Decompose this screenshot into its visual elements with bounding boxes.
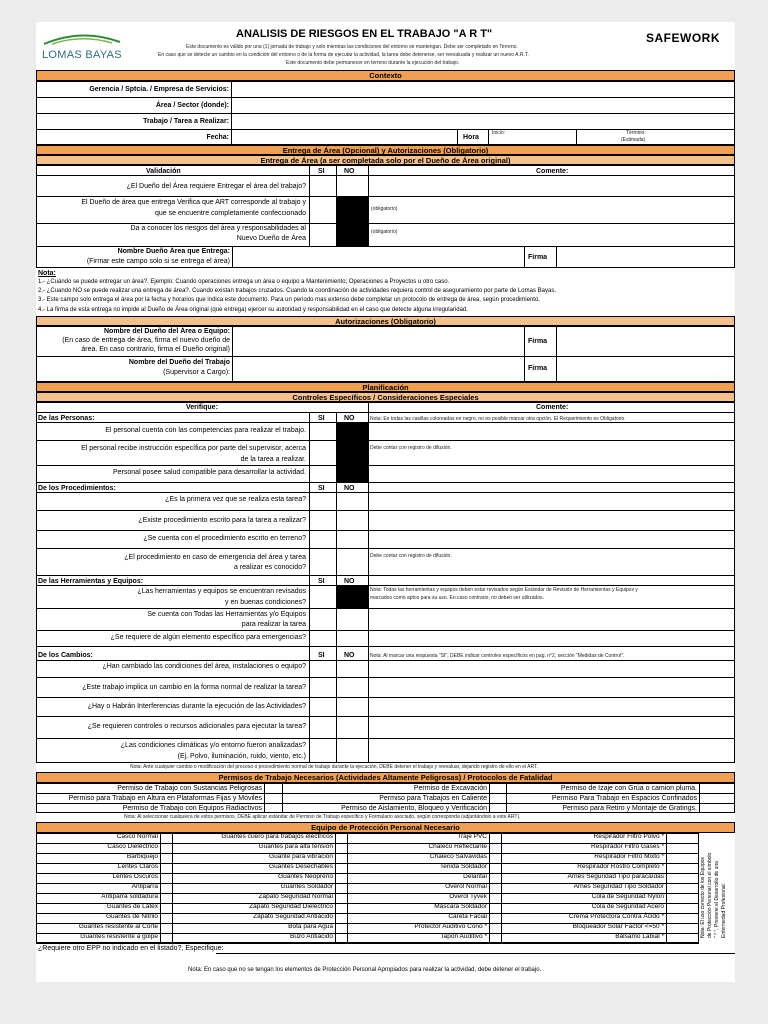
permiso-gratings: Permiso para Retiro y Montaje de Gratings. bbox=[562, 805, 697, 812]
epp-item: Barbiquejo bbox=[126, 853, 158, 860]
epp-foot: Nota: En caso que no se tengan los elementos de Protección Personal Apropiados para realizar la actividad, debe detener el trabajo. bbox=[188, 967, 542, 973]
entrega-q2a: El Dueño de área que entrega Verifica que ART corresponde al trabajo y bbox=[81, 199, 306, 206]
permiso-confinados: Permiso Para Trabajo en Espacios Confinados bbox=[551, 795, 697, 802]
nombre-entrega-note: (Firmar este campo solo si se entrega el área) bbox=[86, 258, 230, 265]
entrega-header: Entrega de Área (Opcional) y Autorizaciones (Obligatorio) bbox=[36, 145, 735, 155]
firma-entrega-label: Firma bbox=[528, 254, 548, 261]
epp-item: Traje PVC bbox=[457, 833, 487, 840]
permiso-sustancias: Permiso de Trabajo con Sustancias Peligrosas bbox=[117, 785, 262, 792]
safework-logo: SAFEWORK bbox=[646, 31, 720, 45]
herramientas-header: De las Herramientas y Equipos: bbox=[38, 578, 144, 585]
planificacion-header: Planificación bbox=[36, 382, 735, 392]
epp-item: Arnés Seguridad Tipo Soldador bbox=[573, 883, 664, 890]
procedimientos-q3: ¿Se cuenta con el procedimiento escrito en terreno? bbox=[143, 535, 306, 542]
epp-item: Guantes Soldador bbox=[280, 883, 333, 890]
personas-q1: El personal cuenta con las competencias para realizar el trabajo. bbox=[105, 427, 306, 434]
herramientas-q2: Se cuenta con Todas las Herramientas y/o Equipos bbox=[147, 611, 306, 618]
herramientas-q3: ¿Se requiere de algún elemento específico para emergencias? bbox=[110, 634, 306, 641]
permiso-altura: Permiso para Trabajo en Altura en Plataformas Fijas y Móviles bbox=[68, 795, 262, 802]
form-title: ANALISIS DE RIESGOS EN EL TRABAJO "A R T" bbox=[236, 28, 493, 40]
otro-epp-label: ¿Requiere otro EPP no indicado en el listado?, Especifique: bbox=[38, 945, 224, 952]
epp-item: Chaleco Reflectante bbox=[428, 843, 487, 850]
entrega-q2b: que se encuentre completamente confeccionado bbox=[155, 210, 306, 217]
nota-label: Nota: bbox=[38, 270, 56, 277]
nombre-dueno-area: Nombre del Dueño del Área o Equipo: bbox=[103, 328, 230, 335]
epp-item: Delantal bbox=[463, 873, 487, 880]
intro-line-1: Este documento es válido por una (1) jornada de trabajo y solo mientras las condiciones del entorno se mantengan. Debe ser completado en Terreno. bbox=[186, 44, 518, 50]
epp-item: Cola de Seguridad Acero bbox=[591, 903, 664, 910]
permisos-nota: Nota: Al seleccionar cualquiera de estos permisos, DEBE aplicar estándar de Permiso de Trabajo específico y Formulario asociado, según corresponda (adjuntándolo a este ART). bbox=[124, 814, 521, 820]
epp-item: Respirador Filtro Polvo * bbox=[593, 833, 664, 840]
intro-line-2: En caso que se detecte un cambio en la condición del entorno o de la forma de ejecutar la actividad, la tarea debe detenerse, ser reevaluada y realizar un nuevo A.R.T. bbox=[158, 52, 529, 58]
epp-item: Máscara Soldador bbox=[434, 903, 487, 910]
epp-item: Guantes de Nitrilo bbox=[105, 913, 158, 920]
epp-item: Guantes de Látex bbox=[106, 903, 158, 910]
epp-item: Respirador Filtro Gases * bbox=[591, 843, 664, 850]
permiso-izaje: Permiso de Izaje con Grúa o camion pluma. bbox=[560, 785, 697, 792]
epp-item: Cola de Seguridad Nylon bbox=[591, 893, 664, 900]
company-logo: LOMAS BAYAS bbox=[42, 32, 122, 62]
herramientas-note-1: Nota: Todas las herramientas y equipos deben estar revisados según Estándar de Revisión de Herramientas y Equipos y bbox=[370, 587, 638, 593]
nota-3: 3.- Este campo solo entrega el área por la fecha y horarios que indica este documento. Para un periodo mas extenso debe completar un protocolo de entrega de área, según procedimiento. bbox=[38, 297, 540, 303]
termino-label: Término: bbox=[626, 130, 646, 136]
personas-q2: El personal recibe instrucción específica por parte del supervisor, acerca bbox=[81, 445, 306, 452]
procedimientos-q2: ¿Existe procedimiento escrito para la tarea a realizar? bbox=[138, 517, 306, 524]
epp-side-note: Nota: El uso correcto de los Equipos de Protección Personal con el símbolo " * ", Previene el Desarrollo de una Enfermedad Profesional. bbox=[700, 852, 727, 938]
epp-item: Bota para Agua bbox=[288, 923, 333, 930]
epp-item: Buzo Antiácido bbox=[289, 933, 333, 940]
trabajo-input[interactable] bbox=[232, 114, 734, 129]
epp-row-line bbox=[36, 943, 699, 944]
epp-item: Careta Facial bbox=[448, 913, 487, 920]
epp-item: Bálsamo Labial * bbox=[615, 933, 664, 940]
si-header: SI bbox=[318, 168, 325, 175]
cambios-q1: ¿Han cambiado las condiciones del área, instalaciones o equipo? bbox=[102, 663, 306, 670]
epp-item: Protector Auditivo Cono * bbox=[414, 923, 487, 930]
epp-item: Lentes Oscuros bbox=[112, 873, 158, 880]
epp-item: Zapato Seguridad Normal bbox=[258, 893, 333, 900]
firma-dueno-area: Firma bbox=[528, 338, 548, 345]
nombre-dueno-trabajo: Nombre del Dueño del Trabajo bbox=[128, 359, 230, 366]
blocked-cell bbox=[337, 197, 368, 246]
permiso-caliente: Permiso para Trabajos en Caliente bbox=[379, 795, 487, 802]
obligatorio-1: (obligatorio) bbox=[371, 206, 398, 212]
epp-item: Casco Normal bbox=[116, 833, 158, 840]
epp-item: Overol Normal bbox=[445, 883, 487, 890]
obligatorio-2: (obligatorio) bbox=[371, 229, 398, 235]
cambios-q5: ¿Las condiciones climáticas y/o entorno fueron analizadas? bbox=[120, 742, 306, 749]
autorizaciones-header: Autorizaciones (Obligatorio) bbox=[36, 316, 735, 326]
fecha-label: Fecha: bbox=[206, 134, 229, 141]
firma-dueno-trabajo: Firma bbox=[528, 365, 548, 372]
epp-item: Bloqueador Solar Factor <=50 * bbox=[572, 923, 664, 930]
area-label: Área / Sector (donde): bbox=[155, 102, 229, 109]
epp-item: Arnés Seguridad Tipo paracaídas bbox=[567, 873, 664, 880]
validacion-header: Validación bbox=[146, 168, 181, 175]
personas-difusion: Debe contar con registro de difusión. bbox=[370, 445, 452, 451]
cambios-q4: ¿Se requieren controles o recursos adicionales para ejecutar la tarea? bbox=[87, 723, 306, 730]
comente-header: Comente: bbox=[536, 168, 569, 175]
epp-item: Overol Tyvek bbox=[449, 893, 487, 900]
intro-line-3: Este documento debe permanecer en terreno durante la ejecución del trabajo. bbox=[286, 60, 460, 66]
procedimientos-header: De los Procedimientos: bbox=[38, 485, 116, 492]
personas-note: Nota: En todas las casillas coloreadas en negro, no es posible marcar otra opción. El Requerimiento es Obligatorio. bbox=[370, 416, 626, 422]
epp-item: Zapato Seguridad Antiácido bbox=[253, 913, 333, 920]
epp-item: Chaleco Salvavidas bbox=[429, 853, 487, 860]
entrega-q3b: Nuevo Dueño de Área bbox=[236, 235, 306, 242]
procedimientos-q4: ¿El procedimiento en caso de emergencia del área y tarea bbox=[124, 554, 306, 561]
controles-subheader: Controles Específicos / Consideraciones Especiales bbox=[36, 392, 735, 402]
herramientas-q1: ¿Las herramientas y equipos se encuentran revisados bbox=[137, 588, 306, 595]
otro-epp-input[interactable] bbox=[216, 943, 735, 954]
epp-item: Tenida Soldador bbox=[440, 863, 487, 870]
procedimientos-difusion: Debe contar con registro de difusión. bbox=[370, 553, 452, 559]
epp-item: Guante para vibración bbox=[269, 853, 333, 860]
epp-header: Equipo de Protección Personal Necesario bbox=[36, 822, 735, 833]
fecha-input[interactable] bbox=[232, 130, 458, 145]
verifique-header: Verifique: bbox=[186, 404, 218, 411]
herramientas-note-2: marcados como aptos para su uso. En caso contrario, no deben ser utilizados. bbox=[370, 595, 544, 601]
epp-item: Antiparra soldadura bbox=[101, 893, 158, 900]
comente-plan-header: Comente: bbox=[536, 404, 569, 411]
epp-item: Antiparra bbox=[131, 883, 158, 890]
entrega-q3a: Da a conocer los riesgos del área y responsabilidades al bbox=[130, 225, 306, 232]
permiso-aislamiento: Permiso de Aislamiento, Bloqueo y Verificación bbox=[341, 805, 487, 812]
epp-item: Casco Dieléctrico bbox=[107, 843, 158, 850]
no-header: NO bbox=[344, 168, 355, 175]
hora-label: Hora bbox=[463, 134, 479, 141]
entrega-subheader: Entrega de Área (a ser completada solo por el Dueño de Área original) bbox=[36, 155, 735, 165]
epp-item: Tapón Auditivo * bbox=[440, 933, 487, 940]
trabajo-label: Trabajo / Tarea a Realizar: bbox=[143, 118, 229, 125]
epp-item: Guantes Desechables bbox=[269, 863, 333, 870]
permiso-excavacion: Permiso de Excavación bbox=[413, 785, 487, 792]
gerencia-input[interactable] bbox=[232, 82, 734, 97]
contexto-header: Contexto bbox=[36, 70, 735, 81]
cambios-foot: Nota: Ante cualquier cambio o modificación del proceso o procedimiento normal de trabajo durante la ejecución, DEBE detener el trabajo y reevaluar, dejando registro de ello en el ART. bbox=[130, 764, 538, 770]
epp-item: Respirador Filtro Mixto * bbox=[594, 853, 664, 860]
epp-item: Guantes resistente al Corte bbox=[78, 923, 158, 930]
nombre-entrega-label: Nombre Dueño Área que Entrega: bbox=[117, 248, 230, 255]
epp-item: Lentes Claros bbox=[117, 863, 158, 870]
epp-item: Crema Protectora Contra Ácido * bbox=[568, 913, 664, 920]
cambios-note: Nota: Al marcar una respuesta "SI", DEBE indicar controles específicos en pag. n°2, sección "Medidas de Control". bbox=[370, 653, 625, 659]
procedimientos-q1: ¿Es la primera vez que se realiza esta tarea? bbox=[165, 496, 306, 503]
epp-item: Guantes para alta tensión bbox=[258, 843, 333, 850]
cambios-q2: ¿Este trabajo implica un cambio en la forma normal de realizar la tarea? bbox=[82, 684, 306, 691]
epp-item: Respirador Rostro Completo * bbox=[577, 863, 664, 870]
area-input[interactable] bbox=[232, 98, 734, 113]
cambios-q3: ¿Hay o Habrán Interferencias durante la ejecución de las Actividades? bbox=[87, 703, 306, 710]
personas-header: De las Personas: bbox=[38, 415, 95, 422]
entrega-q1: ¿El Dueño del Área requiere Entregar el área del trabajo? bbox=[126, 183, 306, 190]
cambios-header: De los Cambios: bbox=[38, 652, 93, 659]
epp-item: Guantes cuero para trabajos eléctricos bbox=[221, 833, 333, 840]
epp-item: Zapato Seguridad Dieléctrico bbox=[249, 903, 333, 910]
gerencia-label: Gerencia / Sptcia. / Empresa de Servicios: bbox=[89, 86, 229, 93]
epp-item: Guantes resistente a golpe bbox=[80, 933, 158, 940]
nota-4: 4.- La firma de esta entrega no impide al Dueño de Área original (que entrega) ejercer su autoridad y responsabilidad en el caso que detecte alguna irregularidad. bbox=[38, 307, 468, 313]
nota-1: 1.- ¿Cuándo se puede entregar un área?. Ejemplo: Cuando operaciones entrega un área o equipo a Mantenimiento; Operaciones a Proyectos u otro caso. bbox=[38, 279, 450, 285]
epp-item: Guantes Neopreno bbox=[278, 873, 333, 880]
form-page: LOMAS BAYAS ANALISIS DE RIESGOS EN EL TRABAJO "A R T" SAFEWORK Este documento es válido por una (1) jornada de trabajo y solo mientras las condiciones del entorno se mantengan. Debe ser completado en Terreno. En caso que se detecte un cambio en la condición del entorno o de la forma de ejecutar la actividad, la tarea debe detenerse, ser reevaluada y realizar un nuevo A.R.T. Este documento debe permanecer en terreno durante la ejecución del trabajo. Contexto Gerencia / Sptcia. / Empresa de Servicios: Área / Sector (donde): Trabajo / Tarea a Realizar: Fecha: Hora Inicio: Término: (Estimada) Entrega de Área (Opcional) y Autorizaciones (Obligatorio) Entrega de Área (a ser completada solo por el Dueño de Área original) Validación SI NO Comente: ¿El Dueño del Área requiere Entregar el área del trabajo? El Dueño de área que entrega Verifica que ART corresponde al trabajo y que se encuentre completamente confeccionado (obligatorio) Da a conocer los riesgos del área y responsabilidades al Nuevo Dueño de Área (obligatorio) Nombre Dueño Área que Entrega: (Firmar este campo solo si se entrega el área) Firma Nota: 1.- ¿Cuándo se puede entregar un área?. Ejemplo: Cuando operaciones entrega un área o equipo a Mantenimiento; Operaciones a Proyectos u otro caso. 2.- ¿Cuando NO se puede realizar una entrega de área?. Cuando existan trabajos cruzados. Cuando la coordinación de actividades requiera control de aseguramiento por parte de Lomas Bayas. 3.- Este campo solo entrega el área por la fecha y horarios que indica este documento. Para un periodo mas extenso debe completar un protocolo de entrega de área, según procedimiento. 4.- La firma de esta entrega no impide al Dueño de Área original (que entrega) ejercer su autoridad y responsabilidad en el caso que detecte alguna irregularidad. Autorizaciones (Obligatorio) Nombre del Dueño del Área o Equipo: (En caso de entrega de área, firma el nuevo dueño de área. En caso contrario, firma el Dueño original) Firma Nombre del Dueño del Trabajo (Supervisor a Cargo): Firma Planificación Controles Específicos / Consideraciones Especiales Verifique: Comente: De las Personas: SI NO Nota: En todas las casillas coloreadas en negro, no es posible marcar otra opción. El Requerimiento es Obligatorio. El personal cuenta con las competencias para realizar el trabajo. El personal recibe instrucción específica por parte del supervisor, acerca de la tarea a realizar. Debe contar con registro de difusión. Personal posee salud compatible para desarrollar la actividad. De los Procedimientos: SI NO ¿Es la primera vez que se realiza esta tarea? ¿Existe procedimiento escrito para la tarea a realizar? ¿Se cuenta con el procedimiento escrito en terreno? ¿El procedimiento en caso de emergencia del área y tarea a realizar es conocido? Debe contar con registro de difusión. De las Herramientas y Equipos: SI NO ¿Las herramientas y equipos se encuentran revisados y en buenas condiciones? Nota: Todas las herramientas y equipos deben estar revisados según Estándar de Revisión de Herramientas y Equipos y marcados como aptos para su uso. En caso contrario, no deben ser utilizados. Se cuenta con Todas las Herramientas y/o Equipos para realizar la tarea ¿Se requiere de algún elemento específico para emergencias? De los Cambios: SI NO Nota: Al marcar una respuesta "SI", DEBE indicar controles específicos en pag. n°2, sección "Medidas de Control". ¿Han cambiado las condiciones del área, instalaciones o equipo? ¿Este trabajo implica un cambio en la forma normal de realizar la tarea? ¿Hay o Habrán Interferencias durante la ejecución de las Actividades? ¿Se requieren controles o recursos adicionales para ejecutar la tarea? ¿Las condiciones climáticas y/o entorno fueron analizadas? (Ej. Polvo, iluminación, ruido, viento, etc.) Nota: Ante cualquier cambio o modificación del proceso o procedimiento normal de trabajo durante la ejecución, DEBE detener el trabajo y reevaluar, dejando registro de ello en el ART. Permisos de Trabajo Necesarios (Actividades Altamente Peligrosas) / Protocolos de Fatalidad Permiso de Trabajo con Sustancias Peligrosas Permiso de Excavación Permiso de Izaje con Grúa o camion pluma. Permiso para Trabajo en Altura en Plataformas Fijas y Móviles Permiso para Trabajos en Caliente Permiso Para Trabajo en Espacios Confinados Permiso de Trabajo con Equipos Radiactivos Permiso de Aislamiento, Bloqueo y Verificación Permiso para Retiro y Montaje de Gratings. Nota: Al seleccionar cualquiera de estos permisos, DEBE aplicar estándar de Permiso de Trabajo específico y Formulario asociado, según corresponda (adjuntándolo a este ART). Equipo de Protección Personal Necesario Nota: El uso correcto de los Equipos de Protección Personal con el símbolo " * ", Previene el Desarrollo de una Enfermedad Profesional. ¿Requiere otro EPP no indicado en el listado?, Especifique: Nota: En caso que no se tengan los elementos de Protección Personal Apropiados para realizar la actividad, debe detener el trabajo. Casco Normal Casco Dieléctrico Barbiquejo Lentes Claros Lentes Oscuros Antiparra Antiparra soldadura Guantes de Látex Guantes de Nitrilo Guantes resistente al Corte Guantes resistente a golpe Guantes cuero para trabajos eléctricos Guantes para alta tensión Guante para vibración Guantes Desechables Guantes Neopreno Guantes Soldador Zapato Seguridad Normal Zapato Seguridad Dieléctrico Zapato Seguridad Antiácido Bota para Agua Buzo Antiácido Traje PVC Chaleco Reflectante Chaleco Salvavidas Tenida Soldador Delantal Overol Normal Overol Tyvek Máscara Soldador Careta Facial Protector Auditivo Cono * Tapón Auditivo * Respirador Filtro Polvo * Respirador Filtro Gases * Respirador Filtro Mixto * Respirador Rostro Completo * Arnés Seguridad Tipo paracaídas Arnés Seguridad Tipo Soldador Cola de Seguridad Nylon Cola de Seguridad Acero Crema Protectora Contra Ácido * Bloqueador Solar Factor <=50 * Bálsamo Labial * bbox=[36, 22, 735, 982]
permisos-header: Permisos de Trabajo Necesarios (Actividades Altamente Peligrosas) / Protocolos de Fatalidad bbox=[36, 772, 735, 783]
estimada-label: (Estimada) bbox=[621, 137, 646, 143]
nota-2: 2.- ¿Cuando NO se puede realizar una entrega de área?. Cuando existan trabajos cruzados. Cuando la coordinación de actividades requiera control de aseguramiento por parte de Lomas Bayas. bbox=[38, 288, 556, 294]
permiso-radiactivos: Permiso de Trabajo con Equipos Radiactivos bbox=[122, 805, 262, 812]
personas-q3: Personal posee salud compatible para desarrollar la actividad. bbox=[113, 469, 306, 476]
inicio-label: Inicio: bbox=[492, 130, 506, 136]
